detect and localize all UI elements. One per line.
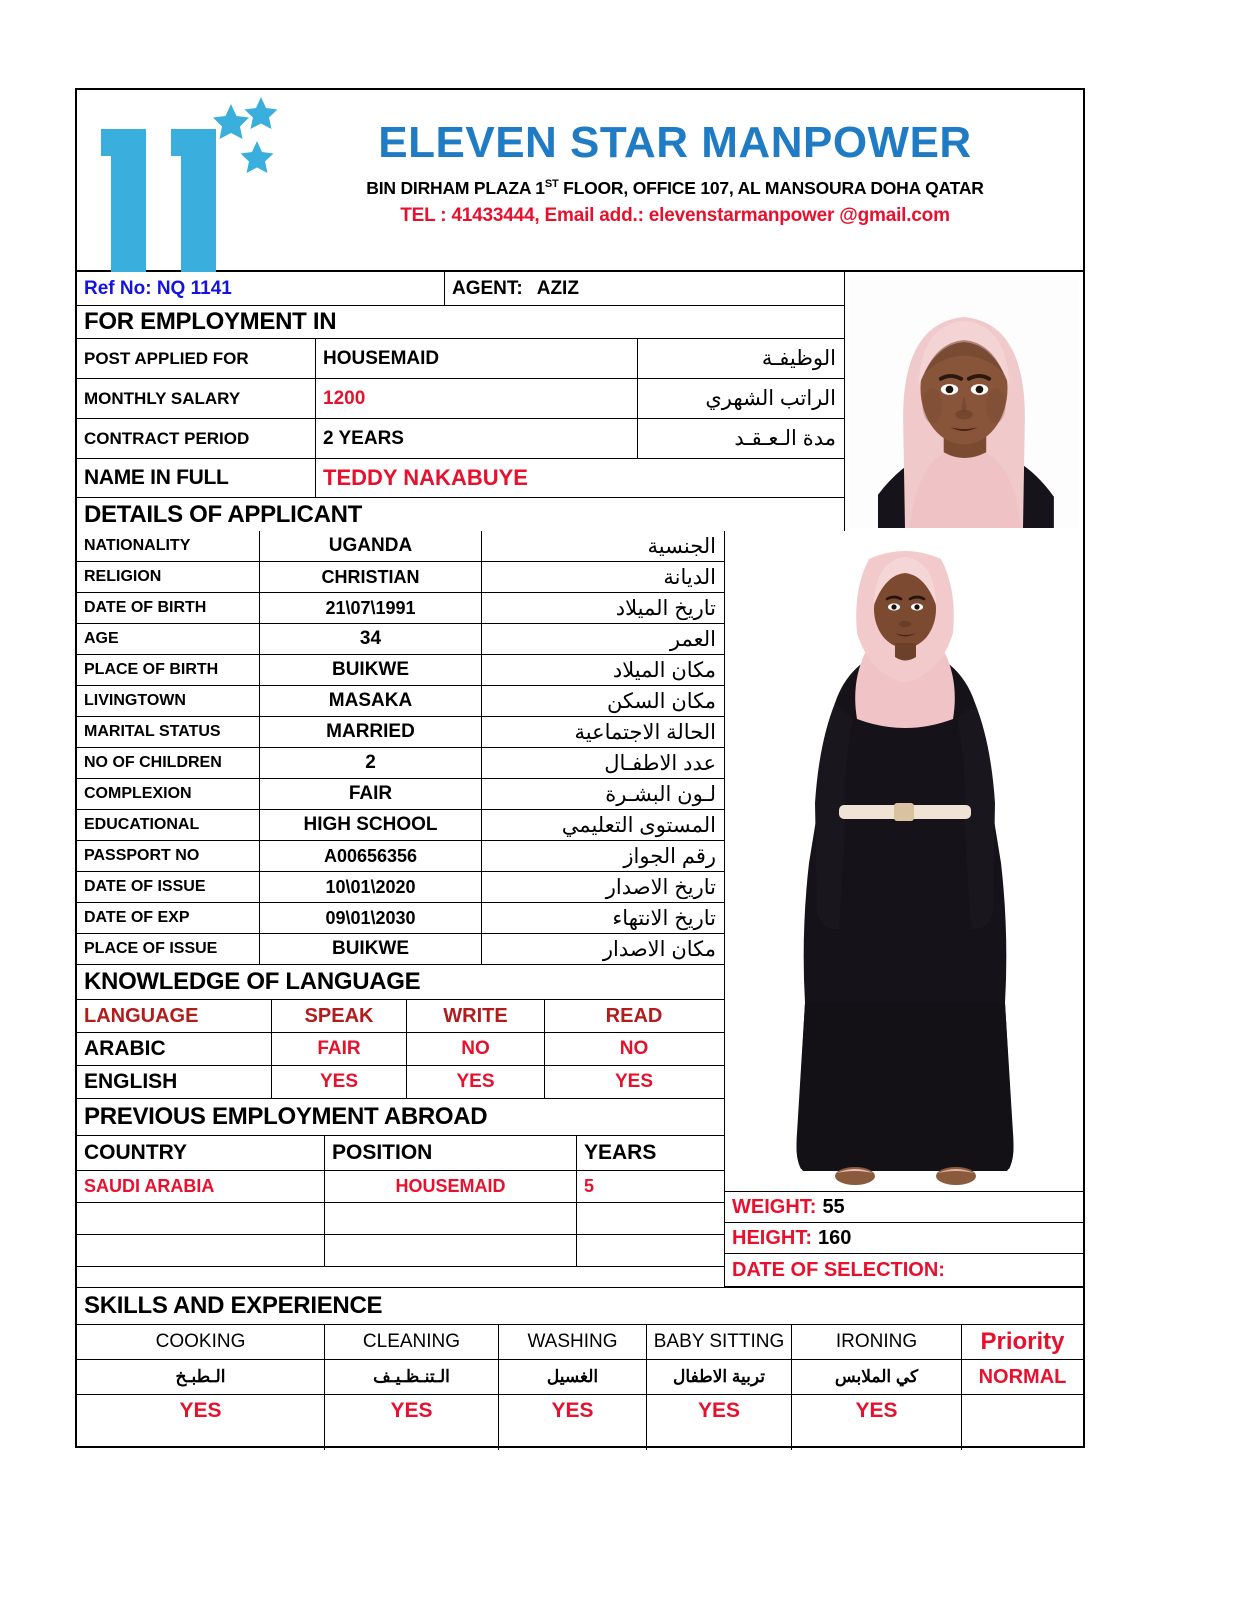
row-arabic-label: لـون البشـرة xyxy=(605,782,716,806)
row-label: PASSPORT NO xyxy=(84,847,200,864)
row-arabic-label: تاريخ الانتهاء xyxy=(612,906,716,930)
priority-value: NORMAL xyxy=(978,1365,1067,1388)
prev-col-header: YEARS xyxy=(584,1141,657,1164)
table-row xyxy=(77,593,724,624)
row-label: AGE xyxy=(84,630,119,647)
row-arabic-label: الوظيفـة xyxy=(761,347,836,370)
language-read: YES xyxy=(614,1071,654,1092)
row-arabic-label: تاريخ الميلاد xyxy=(615,596,716,620)
table-row xyxy=(77,717,724,748)
table-row xyxy=(77,419,844,459)
language-header-row xyxy=(77,1000,724,1033)
row-label: DATE OF EXP xyxy=(84,909,190,926)
row-value: MARRIED xyxy=(326,721,415,742)
skill-col-arabic: الغسيل xyxy=(546,1367,599,1386)
row-label: MONTHLY SALARY xyxy=(84,388,241,408)
row-arabic-label: مدة الـعـقـد xyxy=(734,427,836,450)
table-row xyxy=(77,779,724,810)
table-row xyxy=(77,624,724,655)
row-value: 09\01\2030 xyxy=(325,907,416,928)
table-row xyxy=(77,339,844,379)
table-row xyxy=(77,379,844,419)
row-label: DATE OF ISSUE xyxy=(84,878,206,895)
height-label: HEIGHT: xyxy=(732,1226,812,1249)
skill-col-arabic: الـتنـظـيـف xyxy=(373,1367,450,1386)
row-label: NATIONALITY xyxy=(84,537,191,554)
table-row xyxy=(77,1033,724,1066)
prev-employment-section-header xyxy=(77,1099,724,1136)
company-contact: TEL : 41433444, Email add.: elevenstarmanpower @gmail.com xyxy=(400,205,950,227)
row-arabic-label: الجنسية xyxy=(647,534,716,558)
row-arabic-label: الديانة xyxy=(663,565,716,589)
weight-label: WEIGHT: xyxy=(732,1195,817,1218)
row-value: 2 YEARS xyxy=(323,427,404,449)
row-label: DATE OF BIRTH xyxy=(84,599,207,616)
document-header xyxy=(77,90,1083,272)
table-row xyxy=(77,562,724,593)
row-arabic-label: تاريخ الاصدار xyxy=(605,875,716,899)
row-arabic-label: العمر xyxy=(669,627,716,651)
prev-col-header: COUNTRY xyxy=(84,1141,188,1164)
employment-section-header xyxy=(77,306,844,339)
skill-col-header: BABY SITTING xyxy=(653,1331,785,1352)
row-arabic-label: مكان الاصدار xyxy=(602,937,716,961)
skill-col-arabic: تربية الاطفال xyxy=(673,1367,765,1386)
row-value: UGANDA xyxy=(328,535,413,556)
language-name: ARABIC xyxy=(84,1037,166,1060)
employment-block xyxy=(77,272,845,531)
weight-row xyxy=(725,1192,1083,1223)
applicant-section-header xyxy=(77,498,844,531)
row-label: POST APPLIED FOR xyxy=(84,348,249,368)
table-row xyxy=(77,1235,724,1267)
table-row xyxy=(77,1171,724,1203)
applicant-details-block xyxy=(77,531,725,1287)
height-row xyxy=(725,1223,1083,1254)
skills-arabic-row xyxy=(77,1360,1083,1395)
row-label: RELIGION xyxy=(84,568,162,585)
row-value: 21\07\1991 xyxy=(325,597,416,618)
prev-country: SAUDI ARABIA xyxy=(84,1176,215,1196)
skill-col-arabic: الـطبـخ xyxy=(175,1367,226,1386)
prev-employment-section-title: PREVIOUS EMPLOYMENT ABROAD xyxy=(84,1103,488,1130)
skill-value: YES xyxy=(179,1399,222,1422)
skills-section-title: SKILLS AND EXPERIENCE xyxy=(84,1292,383,1319)
table-row xyxy=(77,934,724,965)
row-value: A00656356 xyxy=(323,845,418,866)
row-arabic-label: الراتب الشهري xyxy=(705,387,836,410)
skill-value: YES xyxy=(855,1399,898,1422)
skill-col-header: WASHING xyxy=(527,1331,618,1352)
row-value: HIGH SCHOOL xyxy=(303,814,438,835)
date-of-selection-row xyxy=(725,1254,1083,1287)
row-arabic-label: عدد الاطفـال xyxy=(604,751,716,775)
table-row xyxy=(77,810,724,841)
language-name: ENGLISH xyxy=(84,1070,178,1093)
row-value: HOUSEMAID xyxy=(323,347,440,369)
ref-no-cell xyxy=(77,272,445,305)
prev-position: HOUSEMAID xyxy=(395,1176,506,1196)
row-value: 2 xyxy=(365,752,376,773)
priority-label: Priority xyxy=(980,1328,1065,1355)
headshot-photo-cell xyxy=(845,272,1083,531)
full-name-row xyxy=(77,459,844,498)
full-name-label: NAME IN FULL xyxy=(84,466,229,489)
language-col-header: LANGUAGE xyxy=(84,1004,199,1027)
table-row xyxy=(77,686,724,717)
full-name-value: TEDDY NAKABUYE xyxy=(323,465,528,490)
language-write: YES xyxy=(456,1071,495,1092)
applicant-cv-document xyxy=(75,88,1085,1448)
row-arabic-label: مكان السكن xyxy=(606,689,716,713)
skill-col-header: CLEANING xyxy=(362,1331,461,1352)
ref-no-label: Ref No: NQ 1141 xyxy=(84,277,232,299)
table-row xyxy=(77,903,724,934)
agent-value: AZIZ xyxy=(536,277,579,299)
language-read: NO xyxy=(619,1038,649,1059)
row-label: COMPLEXION xyxy=(84,785,192,802)
top-region xyxy=(77,272,1083,531)
date-of-selection-label: DATE OF SELECTION: xyxy=(732,1258,945,1281)
language-speak: FAIR xyxy=(317,1038,361,1059)
language-speak: YES xyxy=(319,1071,359,1092)
mid-region xyxy=(77,531,1083,1287)
applicant-headshot xyxy=(849,276,1079,528)
skills-block xyxy=(77,1287,1083,1450)
row-label: PLACE OF BIRTH xyxy=(84,661,219,678)
row-label: EDUCATIONAL xyxy=(84,816,200,833)
table-row xyxy=(77,872,724,903)
skills-section-header xyxy=(77,1287,1083,1325)
prev-col-header: POSITION xyxy=(332,1141,433,1164)
table-row xyxy=(77,748,724,779)
language-section-header xyxy=(77,965,724,1000)
skill-value: YES xyxy=(697,1399,741,1422)
row-label: NO OF CHILDREN xyxy=(84,754,222,771)
language-col-header: READ xyxy=(605,1004,663,1027)
applicant-section-title: DETAILS OF APPLICANT xyxy=(84,500,362,528)
address-suffix: FLOOR, OFFICE 107, AL MANSOURA DOHA QATAR xyxy=(558,178,984,199)
language-section-title: KNOWLEDGE OF LANGUAGE xyxy=(84,968,421,995)
row-label: MARITAL STATUS xyxy=(84,723,221,740)
row-value: FAIR xyxy=(348,783,393,804)
address-ordinal-suffix: ST xyxy=(544,178,559,191)
prev-employment-header-row xyxy=(77,1136,724,1171)
skills-values-row xyxy=(77,1395,1083,1450)
row-label: PLACE OF ISSUE xyxy=(84,940,218,957)
company-address xyxy=(273,178,1077,199)
language-col-header: SPEAK xyxy=(304,1004,374,1027)
skill-col-arabic: كي الملابس xyxy=(834,1367,919,1386)
bodyshot-and-measurements-cell xyxy=(725,531,1083,1287)
skill-col-header: COOKING xyxy=(155,1331,246,1352)
row-label: LIVINGTOWN xyxy=(84,692,186,709)
table-row xyxy=(77,655,724,686)
table-row xyxy=(77,1203,724,1235)
row-value: BUIKWE xyxy=(331,938,410,959)
row-value: MASAKA xyxy=(328,690,413,711)
language-write: NO xyxy=(461,1038,490,1059)
row-value: 34 xyxy=(359,628,382,649)
address-prefix: BIN DIRHAM PLAZA 1 xyxy=(366,178,545,199)
language-col-header: WRITE xyxy=(443,1004,508,1027)
height-value: 160 xyxy=(818,1226,852,1249)
agent-label: AGENT: xyxy=(452,277,523,299)
table-row xyxy=(77,531,724,562)
eleven-star-logo-icon xyxy=(91,94,281,272)
row-value: CHRISTIAN xyxy=(321,566,420,587)
row-value: 10\01\2020 xyxy=(325,876,416,897)
weight-value: 55 xyxy=(822,1195,845,1218)
skill-col-header: IRONING xyxy=(835,1331,918,1352)
row-arabic-label: مكان الميلاد xyxy=(612,658,716,682)
employment-section-title: FOR EMPLOYMENT IN xyxy=(84,308,337,335)
skills-header-row xyxy=(77,1325,1083,1360)
row-label: CONTRACT PERIOD xyxy=(84,428,250,448)
company-name: ELEVEN STAR MANPOWER xyxy=(378,118,972,167)
agent-cell xyxy=(445,272,843,305)
row-value: BUIKWE xyxy=(331,659,410,680)
row-arabic-label: رقم الجواز xyxy=(623,844,716,868)
applicant-full-body-photo xyxy=(725,531,1083,1192)
skill-value: YES xyxy=(390,1399,433,1422)
row-value: 1200 xyxy=(323,387,366,409)
prev-years: 5 xyxy=(584,1176,595,1196)
ref-agent-row xyxy=(77,272,844,306)
skill-value: YES xyxy=(551,1399,594,1422)
priority-empty-cell xyxy=(962,1395,1083,1450)
table-row xyxy=(77,841,724,872)
row-arabic-label: الحالة الاجتماعية xyxy=(574,720,716,744)
row-arabic-label: المستوى التعليمي xyxy=(561,813,716,837)
table-row xyxy=(77,1066,724,1099)
